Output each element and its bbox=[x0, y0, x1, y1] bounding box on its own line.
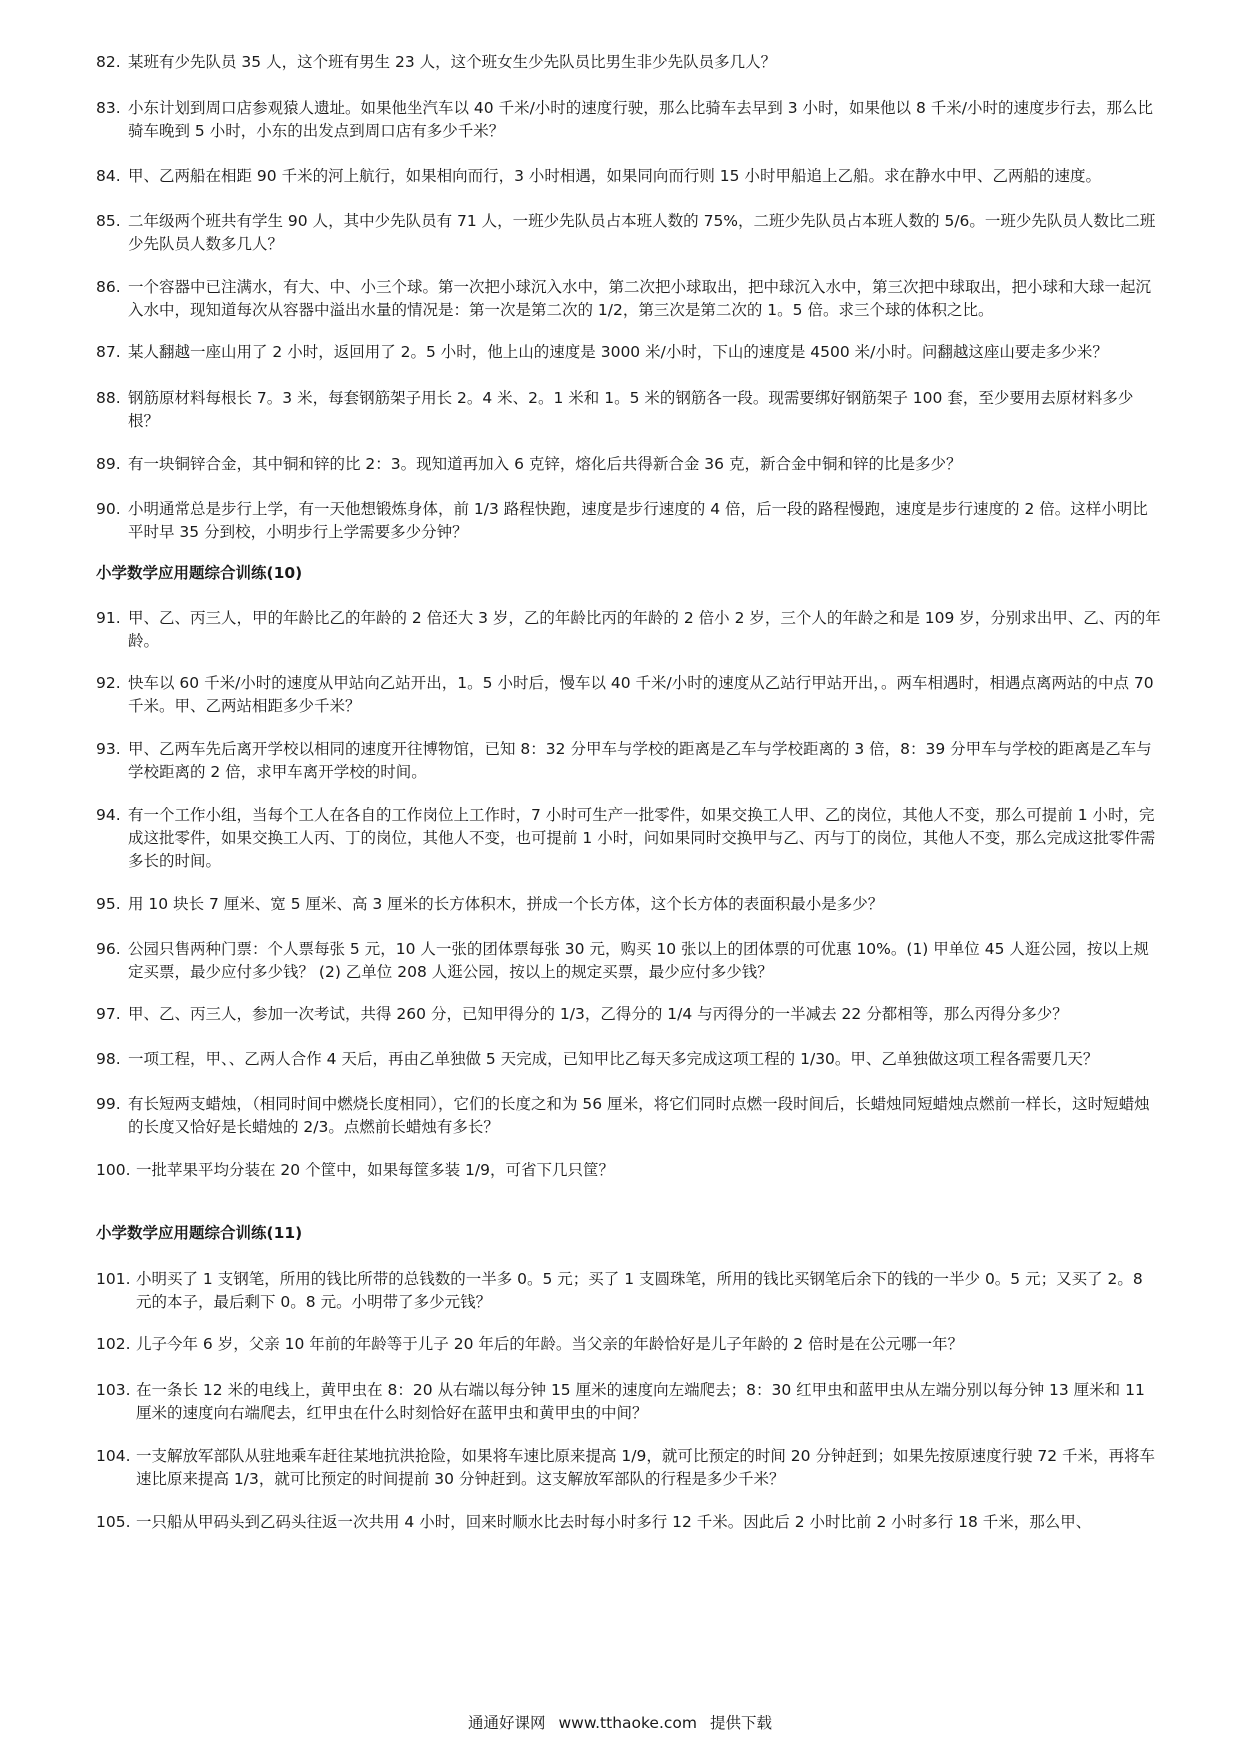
problem-text: 钢筋原材料每根长 7。3 米，每套钢筋架子用长 2。4 米、2。1 米和 1。5 米的钢筋各一段。现需要绑好钢筋架子 100 套，至少要用去原材料多少根？ bbox=[128, 389, 1134, 430]
problem-83 bbox=[96, 97, 1162, 143]
problem-text: 用 10 块长 7 厘米、宽 5 厘米、高 3 厘米的长方体积木，拼成一个长方体，这个长方体的表面积最小是多少？ bbox=[128, 895, 884, 913]
problem-number: 95. bbox=[96, 895, 121, 913]
problem-105 bbox=[96, 1511, 1162, 1534]
problem-text: 快车以 60 千米/小时的速度从甲站向乙站开出，1。5 小时后，慢车以 40 千米/小时的速度从乙站行甲站开出，。两车相遇时，相遇点离两站的中点 70 千米。甲、乙两站相距多少千米？ bbox=[128, 674, 1154, 715]
problem-text: 在一条长 12 米的电线上，黄甲虫在 8：20 从右端以每分钟 15 厘米的速度向左端爬去；8：30 红甲虫和蓝甲虫从左端分别以每分钟 13 厘米和 11 厘米的速度向右端爬去，红甲虫在什么时刻恰好在蓝甲虫和黄甲虫的中间？ bbox=[136, 1381, 1145, 1422]
problem-98 bbox=[96, 1048, 1162, 1071]
problem-number: 83. bbox=[96, 99, 121, 117]
problem-87 bbox=[96, 341, 1162, 364]
problem-number: 101. bbox=[96, 1270, 131, 1288]
problem-103 bbox=[96, 1379, 1162, 1425]
problem-99 bbox=[96, 1093, 1162, 1139]
problem-93 bbox=[96, 738, 1162, 784]
problem-text: 一个容器中已注满水，有大、中、小三个球。第一次把小球沉入水中，第二次把小球取出，把中球沉入水中，第三次把中球取出，把小球和大球一起沉入水中，现知道每次从容器中溢出水量的情况是：第一次是第二次的 1/2，第三次是第二次的 1。5 倍。求三个球的体积之比。 bbox=[128, 278, 1152, 319]
problem-number: 89. bbox=[96, 455, 121, 473]
footer-url[interactable]: www.tthaoke.com bbox=[558, 1714, 697, 1732]
problem-102 bbox=[96, 1333, 1162, 1356]
problem-88 bbox=[96, 387, 1162, 433]
problem-86 bbox=[96, 276, 1162, 322]
page-footer bbox=[0, 1712, 1240, 1734]
problem-104 bbox=[96, 1445, 1162, 1491]
problem-89 bbox=[96, 453, 1162, 476]
problem-text: 一支解放军部队从驻地乘车赶往某地抗洪抢险，如果将车速比原来提高 1/9，就可比预定的时间 20 分钟赶到；如果先按原速度行驶 72 千米，再将车速比原来提高 1/3，就可比预定的时间提前 30 分钟赶到。这支解放军部队的行程是多少千米？ bbox=[136, 1447, 1156, 1488]
problem-number: 86. bbox=[96, 278, 121, 296]
problem-number: 85. bbox=[96, 212, 121, 230]
problem-number: 91. bbox=[96, 609, 121, 627]
problem-text: 二年级两个班共有学生 90 人，其中少先队员有 71 人，一班少先队员占本班人数的 75%，二班少先队员占本班人数的 5/6。一班少先队员人数比二班少先队员人数多几人？ bbox=[128, 212, 1156, 253]
problem-text: 有一块铜锌合金，其中铜和锌的比 2：3。现知道再加入 6 克锌，熔化后共得新合金 36 克，新合金中铜和锌的比是多少？ bbox=[128, 455, 962, 473]
problem-92 bbox=[96, 672, 1162, 718]
problem-84 bbox=[96, 165, 1162, 188]
problem-number: 93. bbox=[96, 740, 121, 758]
problem-96 bbox=[96, 938, 1162, 984]
problem-100 bbox=[96, 1159, 1162, 1182]
problem-text: 一项工程，甲、、乙两人合作 4 天后，再由乙单独做 5 天完成，已知甲比乙每天多完成这项工程的 1/30。甲、乙单独做这项工程各需要几天？ bbox=[128, 1050, 1099, 1068]
problem-text: 有长短两支蜡烛，（相同时间中燃烧长度相同），它们的长度之和为 56 厘米，将它们同时点燃一段时间后，长蜡烛同短蜡烛点燃前一样长，这时短蜡烛的长度又恰好是长蜡烛的 2/3。点燃前长蜡烛有多长？ bbox=[128, 1095, 1150, 1136]
problem-91 bbox=[96, 607, 1162, 653]
problem-text: 小明买了 1 支钢笔，所用的钱比所带的总钱数的一半多 0。5 元；买了 1 支圆珠笔，所用的钱比买钢笔后余下的钱的一半少 0。5 元；又买了 2。8 元的本子，最后剩下 0。8 元。小明带了多少元钱？ bbox=[136, 1270, 1143, 1311]
problem-number: 98. bbox=[96, 1050, 121, 1068]
problem-number: 96. bbox=[96, 940, 121, 958]
problem-text: 甲、乙两船在相距 90 千米的河上航行，如果相向而行，3 小时相遇，如果同向而行则 15 小时甲船追上乙船。求在静水中甲、乙两船的速度。 bbox=[128, 167, 1101, 185]
problem-text: 某班有少先队员 35 人，这个班有男生 23 人，这个班女生少先队员比男生非少先队员多几人？ bbox=[128, 53, 777, 71]
footer-note: 提供下载 bbox=[709, 1714, 772, 1732]
problem-number: 104. bbox=[96, 1447, 131, 1465]
problem-number: 100. bbox=[96, 1161, 131, 1179]
problem-text: 一批苹果平均分装在 20 个筐中，如果每筐多装 1/9，可省下几只筐？ bbox=[136, 1161, 614, 1179]
problem-text: 甲、乙两车先后离开学校以相同的速度开往博物馆，已知 8：32 分甲车与学校的距离是乙车与学校距离的 3 倍，8：39 分甲车与学校的距离是乙车与学校距离的 2 倍，求甲车离开学校的时间。 bbox=[128, 740, 1152, 781]
problem-95 bbox=[96, 893, 1162, 916]
problem-82 bbox=[96, 51, 1162, 74]
problem-text: 小明通常总是步行上学，有一天他想锻炼身体，前 1/3 路程快跑，速度是步行速度的 4 倍，后一段的路程慢跑，速度是步行速度的 2 倍。这样小明比平时早 35 分到校，小明步行上学需要多少分钟？ bbox=[128, 500, 1148, 541]
section-heading-11: 小学数学应用题综合训练(11) bbox=[96, 1224, 303, 1242]
problem-text: 儿子今年 6 岁，父亲 10 年前的年龄等于儿子 20 年后的年龄。当父亲的年龄恰好是儿子年龄的 2 倍时是在公元哪一年？ bbox=[136, 1335, 964, 1353]
problem-97 bbox=[96, 1003, 1162, 1026]
problem-text: 公园只售两种门票：个人票每张 5 元，10 人一张的团体票每张 30 元，购买 10 张以上的团体票的可优惠 10%。(1) 甲单位 45 人逛公园，按以上规定买票，最少应付多少钱？ (2) 乙单位 208 人逛公园，按以上的规定买票，最少应付多少钱？ bbox=[128, 940, 1149, 981]
section-heading-10: 小学数学应用题综合训练(10) bbox=[96, 564, 303, 582]
problem-number: 103. bbox=[96, 1381, 131, 1399]
problem-number: 105. bbox=[96, 1513, 131, 1531]
problem-number: 102. bbox=[96, 1335, 131, 1353]
problem-number: 92. bbox=[96, 674, 121, 692]
problem-text: 小东计划到周口店参观猿人遗址。如果他坐汽车以 40 千米/小时的速度行驶，那么比骑车去早到 3 小时，如果他以 8 千米/小时的速度步行去，那么比骑车晚到 5 小时，小东的出发点到周口店有多少千米？ bbox=[128, 99, 1153, 140]
problem-text: 一只船从甲码头到乙码头往返一次共用 4 小时，回来时顺水比去时每小时多行 12 千米。因此后 2 小时比前 2 小时多行 18 千米，那么甲、 bbox=[136, 1513, 1092, 1531]
problem-text: 某人翻越一座山用了 2 小时，返回用了 2。5 小时，他上山的速度是 3000 米/小时，下山的速度是 4500 米/小时。问翻越这座山要走多少米？ bbox=[128, 343, 1108, 361]
problem-number: 87. bbox=[96, 343, 121, 361]
problem-number: 99. bbox=[96, 1095, 121, 1113]
problem-number: 97. bbox=[96, 1005, 121, 1023]
problem-text: 甲、乙、丙三人，参加一次考试，共得 260 分，已知甲得分的 1/3，乙得分的 1/4 与丙得分的一半减去 22 分都相等，那么丙得分多少？ bbox=[128, 1005, 1068, 1023]
footer-site-name: 通通好课网 bbox=[468, 1714, 546, 1732]
problem-number: 88. bbox=[96, 389, 121, 407]
problem-number: 84. bbox=[96, 167, 121, 185]
problem-text: 有一个工作小组，当每个工人在各自的工作岗位上工作时，7 小时可生产一批零件，如果交换工人甲、乙的岗位，其他人不变，那么可提前 1 小时，完成这批零件，如果交换工人丙、丁的岗位，其他人不变，也可提前 1 小时，问如果同时交换甲与乙、丙与丁的岗位，其他人不变，那么完成这批零件需多长的时间。 bbox=[128, 806, 1156, 870]
problem-85 bbox=[96, 210, 1162, 256]
problem-number: 90. bbox=[96, 500, 121, 518]
problem-101 bbox=[96, 1268, 1162, 1314]
problem-text: 甲、乙、丙三人，甲的年龄比乙的年龄的 2 倍还大 3 岁，乙的年龄比丙的年龄的 2 倍小 2 岁，三个人的年龄之和是 109 岁，分别求出甲、乙、丙的年龄。 bbox=[128, 609, 1161, 650]
problem-94 bbox=[96, 804, 1162, 873]
problem-number: 94. bbox=[96, 806, 121, 824]
problem-number: 82. bbox=[96, 53, 121, 71]
problem-90 bbox=[96, 498, 1162, 544]
